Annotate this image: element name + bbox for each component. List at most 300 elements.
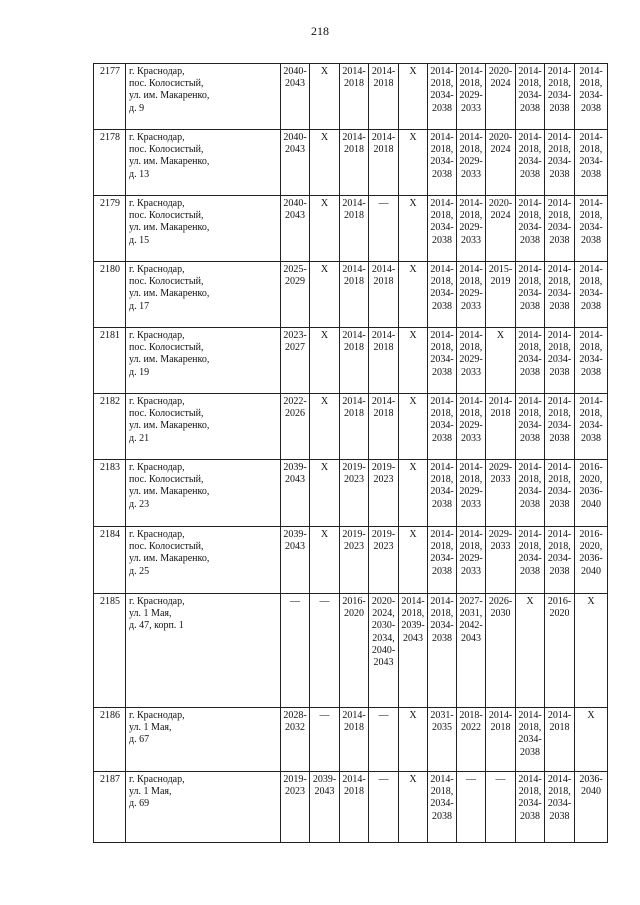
period-line: — xyxy=(290,596,300,607)
period-line: — xyxy=(495,774,506,785)
period-line: 2014- xyxy=(518,264,542,275)
table-row xyxy=(94,196,608,262)
period-line: 2034- xyxy=(579,90,603,102)
period-line: 2018, xyxy=(518,722,542,734)
period-line: 2018, xyxy=(548,276,571,288)
period-cell xyxy=(281,394,310,460)
period-line: 2014- xyxy=(579,132,603,143)
period-cell xyxy=(310,262,340,328)
row-number-cell: 2186 xyxy=(94,708,126,772)
page-number: 218 xyxy=(311,24,329,38)
address-line: г. Краснодар, xyxy=(129,264,185,275)
period-cell xyxy=(486,394,516,460)
period-line: 2014- xyxy=(547,198,572,209)
table-row xyxy=(94,460,608,527)
period-cell xyxy=(457,772,486,843)
period-line: — xyxy=(319,596,330,607)
period-line: 2014- xyxy=(518,529,542,540)
period-line: 2018, xyxy=(548,408,571,420)
period-cell xyxy=(516,130,545,196)
period-cell xyxy=(486,328,516,394)
period-line: 2016- xyxy=(579,529,603,540)
period-line: 2014- xyxy=(547,774,572,785)
period-line: 2018 xyxy=(344,276,364,288)
address-cell xyxy=(126,527,281,594)
period-cell xyxy=(369,527,399,594)
period-line: 2029- xyxy=(459,486,483,498)
period-line: 2038 xyxy=(520,234,540,246)
period-line: 2032 xyxy=(285,722,305,734)
period-line: Х xyxy=(409,330,417,341)
period-line: 2018, xyxy=(430,342,454,354)
period-line: 2034- xyxy=(579,156,603,168)
period-line: 2038 xyxy=(432,168,452,180)
period-line: 2034- xyxy=(430,798,454,810)
period-line: Х xyxy=(320,330,329,341)
period-line: 2025- xyxy=(283,264,307,275)
period-line: 2014- xyxy=(579,330,603,341)
period-line: Х xyxy=(320,132,329,143)
period-line: 2034- xyxy=(547,486,572,498)
period-cell xyxy=(428,262,457,328)
period-cell xyxy=(310,394,340,460)
period-cell xyxy=(340,196,369,262)
period-line: 2018 xyxy=(344,210,364,222)
period-line: 2018 xyxy=(490,722,511,734)
address-line: д. 25 xyxy=(129,565,150,577)
period-cell xyxy=(310,130,340,196)
period-line: 2020- xyxy=(371,596,396,607)
period-line: 2016- xyxy=(547,596,572,607)
period-cell xyxy=(428,527,457,594)
period-cell xyxy=(457,708,486,772)
period-line: 2018 xyxy=(344,144,364,156)
period-line: 2033 xyxy=(461,234,481,246)
period-line: 2018, xyxy=(548,210,571,222)
row-number-cell: 2185 xyxy=(94,594,126,708)
period-line: 2038 xyxy=(549,102,570,114)
period-cell xyxy=(486,262,516,328)
period-line: 2014- xyxy=(430,396,454,407)
period-line: 2015- xyxy=(488,264,513,275)
period-line: Х xyxy=(409,132,417,143)
address-cell xyxy=(126,708,281,772)
address-cell xyxy=(126,130,281,196)
period-cell xyxy=(399,772,428,843)
period-line: 2043 xyxy=(285,474,305,486)
period-line: Х xyxy=(409,66,417,77)
address-line: д. 13 xyxy=(129,168,150,180)
period-line: 2028- xyxy=(283,710,307,721)
period-line: 2014- xyxy=(342,774,366,785)
period-line: Х xyxy=(320,462,329,473)
period-cell xyxy=(369,594,399,708)
period-line: 2042- xyxy=(459,620,483,632)
period-line: 2038 xyxy=(520,746,540,758)
period-line: 2043 xyxy=(461,632,481,644)
period-line: 2018, xyxy=(430,541,454,553)
period-line: 2039- xyxy=(401,620,425,632)
period-line: 2018, xyxy=(518,210,542,222)
period-line: 2038 xyxy=(520,498,540,510)
period-cell xyxy=(340,527,369,594)
period-cell xyxy=(516,460,545,527)
address-line: ул. 1 Мая, xyxy=(129,722,172,734)
row-number-cell: 2181 xyxy=(94,328,126,394)
period-line: 2018, xyxy=(548,342,571,354)
period-cell xyxy=(575,328,608,394)
period-line: 2034- xyxy=(579,420,603,432)
period-line: 2038 xyxy=(432,565,452,577)
period-line: 2029- xyxy=(459,156,483,168)
period-line: Х xyxy=(587,596,595,607)
period-line: 2043 xyxy=(373,657,394,669)
period-line: 2023- xyxy=(283,330,307,341)
period-cell xyxy=(340,262,369,328)
period-line: 2016- xyxy=(342,596,366,607)
period-line: 2029- xyxy=(459,420,483,432)
period-line: 2014- xyxy=(518,66,542,77)
period-cell xyxy=(340,460,369,527)
period-line: 2014- xyxy=(459,66,483,77)
period-cell xyxy=(457,328,486,394)
period-line: 2018, xyxy=(430,276,454,288)
period-cell xyxy=(310,460,340,527)
table-row xyxy=(94,394,608,460)
period-line: 2018, xyxy=(401,608,425,620)
period-line: 2018 xyxy=(344,722,364,734)
period-line: 2018, xyxy=(548,786,571,798)
period-line: 2018 xyxy=(344,78,364,90)
period-line: 2018, xyxy=(518,144,542,156)
period-line: 2014- xyxy=(547,462,572,473)
address-line: д. 19 xyxy=(129,366,150,378)
period-cell xyxy=(399,196,428,262)
period-cell xyxy=(545,460,575,527)
period-line: 2024 xyxy=(490,144,511,156)
period-line: 2014- xyxy=(579,198,603,209)
period-line: 2031- xyxy=(430,710,454,721)
period-cell xyxy=(486,460,516,527)
period-line: 2018, xyxy=(430,144,454,156)
address-line: д. 23 xyxy=(129,498,150,510)
period-line: 2014- xyxy=(547,330,572,341)
period-line: 2038 xyxy=(520,102,540,114)
period-line: — xyxy=(319,710,330,721)
period-cell xyxy=(575,460,608,527)
period-cell xyxy=(281,328,310,394)
period-cell xyxy=(457,262,486,328)
period-line: 2036- xyxy=(579,553,603,565)
period-line: 2033 xyxy=(461,102,481,114)
period-cell xyxy=(516,196,545,262)
period-line: 2027 xyxy=(285,342,305,354)
row-number-cell: 2178 xyxy=(94,130,126,196)
period-line: 2029- xyxy=(459,222,483,234)
period-line: Х xyxy=(409,462,417,473)
period-line: 2034- xyxy=(430,553,454,565)
period-line: 2014- xyxy=(518,396,542,407)
period-line: 2038 xyxy=(581,432,601,444)
period-line: 2034- xyxy=(518,420,542,432)
period-line: 2018, xyxy=(430,474,454,486)
period-cell xyxy=(516,64,545,130)
period-line: 2018 xyxy=(373,78,394,90)
period-line: 2014- xyxy=(371,396,396,407)
period-cell xyxy=(369,460,399,527)
period-line: 2034- xyxy=(430,354,454,366)
period-line: 2038 xyxy=(581,234,601,246)
period-line: 2034- xyxy=(430,222,454,234)
period-cell xyxy=(281,594,310,708)
period-line: 2034- xyxy=(547,156,572,168)
period-cell xyxy=(545,64,575,130)
period-line: 2038 xyxy=(520,168,540,180)
period-line: 2023 xyxy=(344,474,364,486)
address-line: д. 21 xyxy=(129,432,150,444)
period-cell xyxy=(545,394,575,460)
period-line: — xyxy=(378,198,389,209)
period-line: 2018, xyxy=(518,541,542,553)
period-line: 2018, xyxy=(548,541,571,553)
period-line: 2043 xyxy=(403,632,423,644)
period-line: 2018, xyxy=(518,276,542,288)
table-row xyxy=(94,772,608,843)
period-cell xyxy=(457,394,486,460)
period-line: 2038 xyxy=(432,632,452,644)
period-cell xyxy=(516,594,545,708)
period-line: 2038 xyxy=(549,366,570,378)
period-line: 2036- xyxy=(579,486,603,498)
period-line: 2039- xyxy=(283,462,307,473)
period-cell xyxy=(340,772,369,843)
period-cell xyxy=(428,394,457,460)
period-line: 2020, xyxy=(579,541,603,553)
period-line: 2018, xyxy=(459,541,483,553)
address-line: пос. Колосистый, xyxy=(129,78,204,90)
period-line: 2014- xyxy=(371,330,396,341)
period-line: 2018 xyxy=(373,276,394,288)
table-row xyxy=(94,130,608,196)
period-line: 2014- xyxy=(518,774,542,785)
period-line: Х xyxy=(320,198,329,209)
period-line: 2018, xyxy=(579,276,603,288)
period-line: 2018, xyxy=(459,276,483,288)
period-cell xyxy=(369,196,399,262)
period-line: 2023 xyxy=(373,474,394,486)
table-row xyxy=(94,527,608,594)
row-number-cell: 2179 xyxy=(94,196,126,262)
period-line: 2038 xyxy=(432,366,452,378)
period-cell xyxy=(486,64,516,130)
address-line: г. Краснодар, xyxy=(129,529,185,540)
period-line: 2038 xyxy=(432,234,452,246)
period-line: 2038 xyxy=(520,810,540,822)
period-line: 2018, xyxy=(430,408,454,420)
period-line: 2038 xyxy=(520,565,540,577)
period-cell xyxy=(369,394,399,460)
period-line: 2029- xyxy=(488,462,513,473)
period-cell xyxy=(575,64,608,130)
address-line: ул. 1 Мая, xyxy=(129,786,172,798)
address-line: пос. Колосистый, xyxy=(129,541,204,553)
period-line: 2018, xyxy=(518,78,542,90)
period-line: Х xyxy=(320,529,329,540)
period-line: 2018, xyxy=(459,210,483,222)
period-line: 2034- xyxy=(518,156,542,168)
period-cell xyxy=(457,460,486,527)
period-line: 2039- xyxy=(283,529,307,540)
address-line: д. 9 xyxy=(129,102,145,114)
period-line: 2016- xyxy=(579,462,603,473)
period-line: 2018, xyxy=(518,408,542,420)
period-line: 2038 xyxy=(520,300,540,312)
period-line: 2024 xyxy=(490,210,511,222)
period-line: 2035 xyxy=(432,722,452,734)
period-line: 2014- xyxy=(459,462,483,473)
period-cell xyxy=(545,196,575,262)
period-line: 2014- xyxy=(579,66,603,77)
period-cell xyxy=(340,130,369,196)
address-line: г. Краснодар, xyxy=(129,396,185,407)
period-line: 2014- xyxy=(459,330,483,341)
period-line: 2014- xyxy=(547,529,572,540)
period-line: 2034- xyxy=(547,288,572,300)
period-line: 2034- xyxy=(518,288,542,300)
period-line: 2014- xyxy=(371,264,396,275)
period-line: 2030 xyxy=(490,608,511,620)
period-line: 2024, xyxy=(372,608,395,620)
address-line: ул. им. Макаренко, xyxy=(129,354,210,366)
period-cell xyxy=(575,527,608,594)
period-line: 2026 xyxy=(285,408,305,420)
period-line: Х xyxy=(320,396,329,407)
period-line: 2018, xyxy=(459,474,483,486)
period-line: 2040 xyxy=(581,565,601,577)
period-line: 2018, xyxy=(430,608,454,620)
period-line: Х xyxy=(409,264,417,275)
period-cell xyxy=(545,708,575,772)
period-line: 2014- xyxy=(342,66,366,77)
period-line: 2034- xyxy=(518,90,542,102)
period-line: 2043 xyxy=(285,144,305,156)
period-line: 2014- xyxy=(430,198,454,209)
period-line: 2027- xyxy=(459,596,483,607)
period-cell xyxy=(281,64,310,130)
table-row xyxy=(94,64,608,130)
row-number-cell: 2187 xyxy=(94,772,126,843)
period-cell xyxy=(340,708,369,772)
period-cell xyxy=(310,64,340,130)
address-line: д. 17 xyxy=(129,300,150,312)
period-cell xyxy=(516,708,545,772)
period-line: 2038 xyxy=(549,300,570,312)
period-line: 2014- xyxy=(518,330,542,341)
period-line: 2034- xyxy=(430,486,454,498)
period-cell xyxy=(575,394,608,460)
period-cell xyxy=(486,594,516,708)
period-line: 2033 xyxy=(461,498,481,510)
period-cell xyxy=(575,196,608,262)
period-cell xyxy=(486,527,516,594)
period-cell xyxy=(399,460,428,527)
period-line: 2014- xyxy=(430,462,454,473)
period-line: 2014- xyxy=(459,198,483,209)
period-line: 2034- xyxy=(518,486,542,498)
period-line: 2034- xyxy=(518,734,542,746)
address-line: ул. им. Макаренко, xyxy=(129,553,210,565)
address-line: д. 15 xyxy=(129,234,150,246)
period-line: 2033 xyxy=(461,300,481,312)
period-cell xyxy=(310,527,340,594)
period-cell xyxy=(310,328,340,394)
period-line: 2040 xyxy=(581,786,601,798)
period-line: 2038 xyxy=(520,432,540,444)
period-line: 2033 xyxy=(461,432,481,444)
period-cell xyxy=(281,196,310,262)
period-line: 2018, xyxy=(518,786,542,798)
period-cell xyxy=(575,708,608,772)
period-line: 2018, xyxy=(459,408,483,420)
period-line: Х xyxy=(409,774,417,785)
period-cell xyxy=(399,708,428,772)
period-cell xyxy=(399,328,428,394)
period-cell xyxy=(281,130,310,196)
period-line: 2031, xyxy=(459,608,483,620)
period-cell xyxy=(575,594,608,708)
period-line: 2019- xyxy=(371,462,396,473)
period-line: 2014- xyxy=(430,529,454,540)
period-cell xyxy=(575,130,608,196)
period-line: 2014- xyxy=(342,710,366,721)
period-line: 2018, xyxy=(548,144,571,156)
row-number-cell: 2177 xyxy=(94,64,126,130)
period-cell xyxy=(516,772,545,843)
period-line: 2029- xyxy=(459,354,483,366)
period-line: 2014- xyxy=(430,66,454,77)
address-line: пос. Колосистый, xyxy=(129,342,204,354)
period-cell xyxy=(428,196,457,262)
period-line: 2022- xyxy=(283,396,307,407)
period-cell xyxy=(575,262,608,328)
period-line: 2038 xyxy=(432,300,452,312)
period-line: 2019- xyxy=(283,774,307,785)
address-cell xyxy=(126,196,281,262)
period-line: 2014- xyxy=(401,596,425,607)
period-cell xyxy=(340,394,369,460)
period-line: 2018, xyxy=(579,408,603,420)
period-line: 2034- xyxy=(547,420,572,432)
address-line: пос. Колосистый, xyxy=(129,144,204,156)
period-line: 2018, xyxy=(459,342,483,354)
period-line: 2029 xyxy=(285,276,305,288)
address-cell xyxy=(126,394,281,460)
period-cell xyxy=(545,328,575,394)
period-line: 2018 xyxy=(373,144,394,156)
period-cell xyxy=(340,64,369,130)
period-line: 2018, xyxy=(579,144,603,156)
period-line: 2038 xyxy=(432,810,452,822)
period-line: — xyxy=(378,710,389,721)
period-line: Х xyxy=(526,596,534,607)
address-line: г. Краснодар, xyxy=(129,66,185,77)
period-line: 2014- xyxy=(430,774,454,785)
period-line: 2014- xyxy=(547,710,572,721)
period-line: 2014- xyxy=(430,264,454,275)
period-cell xyxy=(369,64,399,130)
period-line: — xyxy=(378,774,389,785)
period-line: 2014- xyxy=(579,396,603,407)
